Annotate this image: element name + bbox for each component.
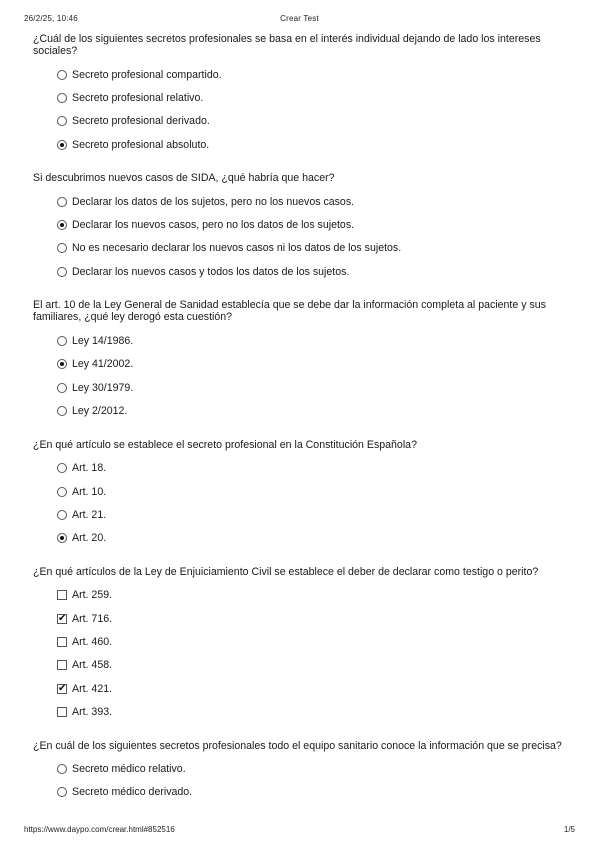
answer-option-label: Art. 21. (72, 508, 107, 521)
answer-option-label: Art. 458. (72, 659, 113, 672)
answer-option-label: Ley 14/1986. (72, 335, 134, 348)
radio-icon[interactable] (57, 336, 67, 346)
answer-option[interactable] (57, 213, 573, 236)
answer-option-label: No es necesario declarar los nuevos casos ni los datos de los sujetos. (72, 242, 402, 255)
question-text: ¿En cuál de los siguientes secretos profesionales todo el equipo sanitario conoce la información que se precisa? (33, 739, 562, 752)
answer-option[interactable] (57, 758, 573, 781)
answer-option-label: Declarar los nuevos casos y todos los datos de los sujetos. (72, 265, 350, 278)
radio-selected-icon[interactable] (57, 220, 67, 230)
answer-option[interactable] (57, 503, 573, 526)
answer-option[interactable] (57, 781, 573, 804)
question-text: Si descubrimos nuevos casos de SIDA, ¿qué habría que hacer? (33, 172, 335, 185)
answer-option-label: Art. 20. (72, 532, 107, 545)
radio-icon[interactable] (57, 267, 67, 277)
question-text: ¿En qué artículo se establece el secreto profesional en la Constitución Española? (33, 438, 417, 451)
checkbox-icon[interactable] (57, 590, 67, 600)
answer-option[interactable] (57, 86, 573, 109)
question-block (33, 172, 573, 283)
answer-option[interactable] (57, 700, 573, 723)
radio-icon[interactable] (57, 116, 67, 126)
question-block (33, 740, 573, 805)
page-title: Crear Test (280, 14, 319, 23)
radio-selected-icon[interactable] (57, 359, 67, 369)
answer-option[interactable] (57, 329, 573, 352)
answer-option-label: Secreto médico relativo. (72, 763, 186, 776)
answer-option[interactable] (57, 607, 573, 630)
checkbox-checked-icon[interactable]: ✔ (58, 612, 67, 624)
footer-url: https://www.daypo.com/crear.html#852516 (24, 825, 175, 834)
answer-option-label: Declarar los datos de los sujetos, pero no los nuevos casos. (72, 195, 355, 208)
radio-icon[interactable] (57, 243, 67, 253)
answer-option-label: Art. 716. (72, 612, 113, 625)
radio-icon[interactable] (57, 197, 67, 207)
radio-selected-icon[interactable] (57, 533, 67, 543)
question-block (33, 299, 573, 422)
answer-option[interactable] (57, 526, 573, 549)
radio-icon[interactable] (57, 463, 67, 473)
radio-icon[interactable] (57, 383, 67, 393)
checkbox-icon[interactable] (57, 637, 67, 647)
answer-option-label: Art. 460. (72, 635, 113, 648)
answer-option[interactable] (57, 654, 573, 677)
question-text: ¿Cuál de los siguientes secretos profesionales se basa en el interés individual dejando de lado los intereses sociales? (33, 33, 541, 57)
answer-option-label: Art. 18. (72, 462, 107, 475)
answer-option[interactable] (57, 630, 573, 653)
answer-option-label: Secreto profesional absoluto. (72, 138, 210, 151)
answer-option-label: Art. 393. (72, 705, 113, 718)
checkbox-icon[interactable] (57, 660, 67, 670)
radio-icon[interactable] (57, 406, 67, 416)
question-block (33, 566, 573, 724)
answer-option[interactable] (57, 376, 573, 399)
radio-icon[interactable] (57, 70, 67, 80)
answer-option[interactable] (57, 190, 573, 213)
answer-option[interactable] (57, 457, 573, 480)
radio-icon[interactable] (57, 764, 67, 774)
answer-option-label: Secreto profesional relativo. (72, 91, 204, 104)
answer-option-label: Ley 2/2012. (72, 404, 128, 417)
answer-option[interactable] (57, 399, 573, 422)
answer-option[interactable] (57, 63, 573, 86)
answer-option[interactable] (57, 110, 573, 133)
answer-option-label: Ley 41/2002. (72, 358, 134, 371)
answer-option[interactable] (57, 237, 573, 260)
radio-icon[interactable] (57, 93, 67, 103)
radio-icon[interactable] (57, 787, 67, 797)
question-block (33, 439, 573, 550)
print-datetime: 26/2/25, 10:46 (24, 14, 78, 23)
checkbox-checked-icon[interactable]: ✔ (58, 682, 67, 694)
page-number: 1/5 (563, 825, 575, 834)
quiz-question-list (33, 33, 573, 820)
question-text: El art. 10 de la Ley General de Sanidad establecía que se debe dar la información completa al paciente y sus familiares, ¿qué ley derogó esta cuestión? (33, 299, 546, 324)
answer-option-label: Art. 10. (72, 485, 107, 498)
answer-option-label: Art. 421. (72, 682, 113, 695)
question-text: ¿En qué artículos de la Ley de Enjuiciamiento Civil se establece el deber de declarar como testigo o perito? (33, 565, 539, 578)
radio-selected-icon[interactable] (57, 140, 67, 150)
answer-option[interactable] (57, 584, 573, 607)
answer-option-label: Secreto profesional derivado. (72, 115, 210, 128)
answer-option-label: Ley 30/1979. (72, 381, 134, 394)
answer-option[interactable] (57, 677, 573, 700)
question-block (33, 33, 573, 156)
answer-option-label: Secreto profesional compartido. (72, 68, 222, 81)
answer-option-label: Declarar los nuevos casos, pero no los datos de los sujetos. (72, 219, 355, 232)
answer-option[interactable] (57, 133, 573, 156)
radio-icon[interactable] (57, 487, 67, 497)
answer-option[interactable] (57, 480, 573, 503)
answer-option[interactable] (57, 353, 573, 376)
answer-option[interactable] (57, 260, 573, 283)
radio-icon[interactable] (57, 510, 67, 520)
answer-option-label: Art. 259. (72, 589, 113, 602)
checkbox-icon[interactable] (57, 707, 67, 717)
answer-option-label: Secreto médico derivado. (72, 786, 193, 799)
